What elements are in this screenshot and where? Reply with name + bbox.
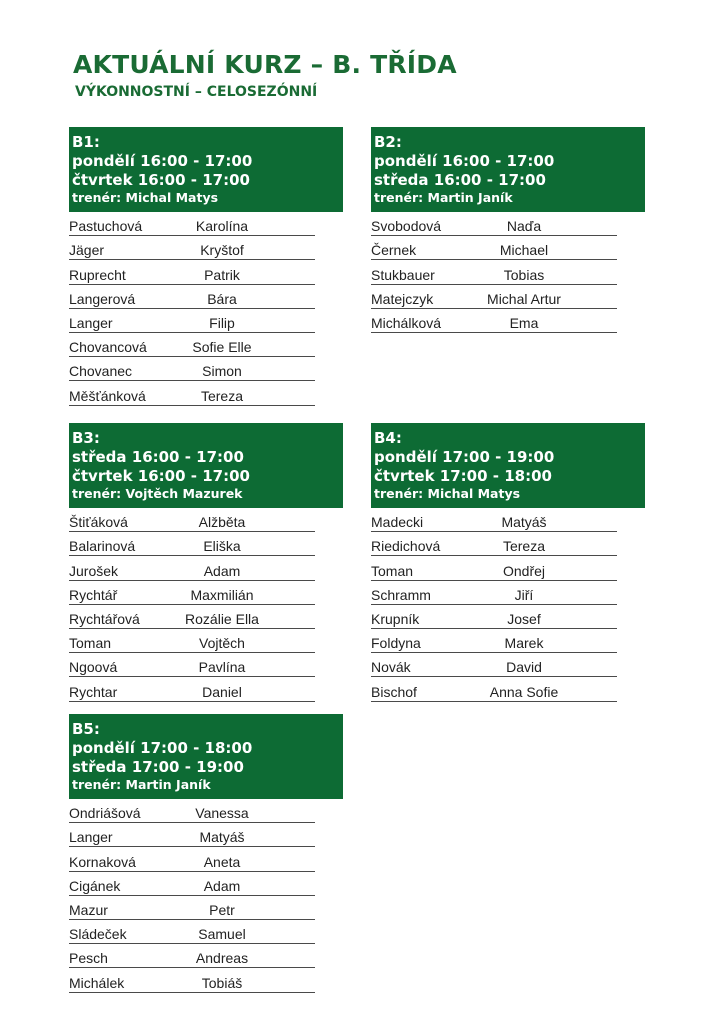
member-last-name: Rychtář bbox=[69, 586, 118, 603]
member-last-name: Ondriášová bbox=[69, 805, 141, 822]
member-last-name: Měšťánková bbox=[69, 387, 146, 404]
member-list bbox=[69, 508, 315, 702]
member-row bbox=[371, 508, 617, 532]
member-row bbox=[371, 581, 617, 605]
member-row bbox=[69, 236, 315, 260]
schedule-line: pondělí 16:00 - 17:00 bbox=[374, 152, 555, 170]
member-last-name: Schramm bbox=[371, 586, 431, 603]
group-code: B3: bbox=[72, 429, 100, 447]
member-first-name: Aneta bbox=[203, 853, 241, 870]
trainer-label: trenér: Michal Matys bbox=[374, 486, 521, 501]
group-header bbox=[371, 423, 645, 508]
member-first-name: Simon bbox=[202, 363, 242, 380]
group-b5 bbox=[69, 714, 343, 993]
member-last-name: Mazur bbox=[69, 901, 108, 918]
member-last-name: Michálková bbox=[371, 314, 442, 331]
member-first-name: Michal Artur bbox=[487, 290, 561, 307]
group-header bbox=[69, 423, 343, 508]
member-first-name: Sofie Elle bbox=[192, 339, 252, 356]
member-row bbox=[69, 823, 315, 847]
page-title: AKTUÁLNÍ KURZ – B. TŘÍDA bbox=[73, 50, 457, 79]
member-last-name: Balarinová bbox=[69, 538, 136, 555]
member-last-name: Chovancová bbox=[69, 339, 147, 356]
member-last-name: Pastuchová bbox=[69, 218, 143, 235]
member-first-name: Anna Sofie bbox=[489, 683, 559, 700]
group-b2 bbox=[371, 127, 645, 333]
member-row bbox=[69, 333, 315, 357]
group-header bbox=[69, 714, 343, 799]
member-last-name: Pesch bbox=[69, 950, 108, 967]
member-list bbox=[69, 799, 315, 993]
member-row bbox=[371, 629, 617, 653]
member-first-name: Vanessa bbox=[195, 805, 249, 822]
member-row bbox=[371, 212, 617, 236]
group-code: B1: bbox=[72, 133, 100, 151]
member-row bbox=[69, 357, 315, 381]
schedule-line: čtvrtek 17:00 - 18:00 bbox=[374, 467, 552, 485]
member-last-name: Rychtar bbox=[69, 683, 118, 700]
group-b1 bbox=[69, 127, 343, 406]
member-first-name: Tobiáš bbox=[201, 974, 243, 991]
member-list bbox=[371, 508, 617, 702]
member-row bbox=[371, 285, 617, 309]
member-row bbox=[69, 920, 315, 944]
group-code: B5: bbox=[72, 720, 100, 738]
member-first-name: Patrik bbox=[204, 266, 240, 283]
member-row bbox=[371, 556, 617, 580]
member-last-name: Langer bbox=[69, 314, 113, 331]
member-first-name: Rozálie Ella bbox=[185, 610, 259, 627]
member-list bbox=[371, 212, 617, 333]
schedule-line: středa 17:00 - 19:00 bbox=[72, 758, 244, 776]
group-b3 bbox=[69, 423, 343, 702]
member-row bbox=[69, 799, 315, 823]
member-first-name: Pavlína bbox=[198, 659, 246, 676]
member-last-name: Foldyna bbox=[371, 635, 421, 652]
schedule-line: středa 16:00 - 17:00 bbox=[72, 448, 244, 466]
member-last-name: Novák bbox=[371, 659, 411, 676]
member-first-name: Filip bbox=[209, 314, 235, 331]
page-subtitle: VÝKONNOSTNÍ – CELOSEZÓNNÍ bbox=[75, 84, 318, 100]
member-row bbox=[371, 605, 617, 629]
member-first-name: Naďa bbox=[506, 218, 542, 235]
member-last-name: Sládeček bbox=[69, 926, 127, 943]
member-first-name: Karolína bbox=[195, 218, 249, 235]
member-first-name: Vojtěch bbox=[199, 635, 245, 652]
member-row bbox=[371, 309, 617, 333]
member-row bbox=[69, 212, 315, 236]
member-last-name: Rychtářová bbox=[69, 610, 140, 627]
member-row bbox=[371, 532, 617, 556]
member-row bbox=[69, 260, 315, 284]
member-last-name: Langer bbox=[69, 829, 113, 846]
member-last-name: Cigánek bbox=[69, 877, 121, 894]
schedule-line: čtvrtek 16:00 - 17:00 bbox=[72, 171, 250, 189]
member-last-name: Michálek bbox=[69, 974, 125, 991]
member-row bbox=[69, 944, 315, 968]
member-last-name: Ruprecht bbox=[69, 266, 126, 283]
group-code: B2: bbox=[374, 133, 402, 151]
member-first-name: Adam bbox=[203, 877, 241, 894]
member-row bbox=[371, 677, 617, 701]
member-row bbox=[69, 872, 315, 896]
member-last-name: Stukbauer bbox=[371, 266, 435, 283]
member-first-name: Tereza bbox=[200, 387, 244, 404]
member-row bbox=[69, 847, 315, 871]
schedule-line: pondělí 17:00 - 18:00 bbox=[72, 739, 253, 757]
member-row bbox=[69, 285, 315, 309]
member-last-name: Madecki bbox=[371, 514, 424, 531]
member-row bbox=[371, 653, 617, 677]
member-first-name: David bbox=[506, 659, 542, 676]
member-row bbox=[69, 556, 315, 580]
member-first-name: Samuel bbox=[198, 926, 246, 943]
member-row bbox=[371, 236, 617, 260]
member-row bbox=[371, 260, 617, 284]
member-first-name: Michael bbox=[499, 242, 549, 259]
member-last-name: Svobodová bbox=[371, 218, 442, 235]
member-last-name: Toman bbox=[371, 562, 414, 579]
member-list bbox=[69, 212, 315, 406]
member-last-name: Langerová bbox=[69, 290, 136, 307]
group-header bbox=[69, 127, 343, 212]
member-last-name: Matejczyk bbox=[371, 290, 434, 307]
schedule-line: pondělí 16:00 - 17:00 bbox=[72, 152, 253, 170]
member-row bbox=[69, 581, 315, 605]
member-row bbox=[69, 968, 315, 992]
trainer-label: trenér: Michal Matys bbox=[72, 190, 219, 205]
member-row bbox=[69, 381, 315, 405]
member-row bbox=[69, 896, 315, 920]
member-last-name: Ngoová bbox=[69, 659, 118, 676]
member-first-name: Kryštof bbox=[200, 242, 244, 259]
member-first-name: Bára bbox=[207, 290, 237, 307]
member-last-name: Štiťáková bbox=[69, 514, 128, 531]
member-last-name: Chovanec bbox=[69, 363, 133, 380]
member-last-name: Jäger bbox=[69, 242, 105, 259]
member-row bbox=[69, 629, 315, 653]
schedule-line: čtvrtek 16:00 - 17:00 bbox=[72, 467, 250, 485]
member-first-name: Eliška bbox=[203, 538, 241, 555]
member-first-name: Tereza bbox=[502, 538, 546, 555]
member-last-name: Černek bbox=[371, 242, 417, 259]
trainer-label: trenér: Martin Janík bbox=[374, 190, 513, 205]
member-first-name: Alžběta bbox=[198, 514, 246, 531]
schedule-line: pondělí 17:00 - 19:00 bbox=[374, 448, 555, 466]
member-first-name: Ondřej bbox=[502, 562, 546, 579]
group-code: B4: bbox=[374, 429, 402, 447]
member-last-name: Riedichová bbox=[371, 538, 441, 555]
member-row bbox=[69, 309, 315, 333]
member-last-name: Krupník bbox=[371, 610, 420, 627]
member-last-name: Toman bbox=[69, 635, 112, 652]
member-first-name: Josef bbox=[507, 610, 541, 627]
member-first-name: Matyáš bbox=[199, 829, 245, 846]
member-first-name: Daniel bbox=[202, 683, 242, 700]
member-row bbox=[69, 532, 315, 556]
member-first-name: Adam bbox=[203, 562, 241, 579]
member-first-name: Ema bbox=[509, 314, 539, 331]
member-first-name: Petr bbox=[209, 901, 235, 918]
member-first-name: Jiří bbox=[514, 586, 534, 603]
trainer-label: trenér: Martin Janík bbox=[72, 777, 211, 792]
member-first-name: Marek bbox=[504, 635, 544, 652]
member-first-name: Andreas bbox=[195, 950, 249, 967]
member-row bbox=[69, 508, 315, 532]
schedule-line: středa 16:00 - 17:00 bbox=[374, 171, 546, 189]
member-row bbox=[69, 653, 315, 677]
member-last-name: Bischof bbox=[371, 683, 417, 700]
member-first-name: Tobias bbox=[503, 266, 545, 283]
member-row bbox=[69, 605, 315, 629]
trainer-label: trenér: Vojtěch Mazurek bbox=[72, 486, 243, 501]
member-row bbox=[69, 677, 315, 701]
member-last-name: Jurošek bbox=[69, 562, 119, 579]
member-last-name: Kornaková bbox=[69, 853, 136, 870]
member-first-name: Matyáš bbox=[501, 514, 547, 531]
group-header bbox=[371, 127, 645, 212]
member-first-name: Maxmilián bbox=[190, 586, 254, 603]
group-b4 bbox=[371, 423, 645, 702]
